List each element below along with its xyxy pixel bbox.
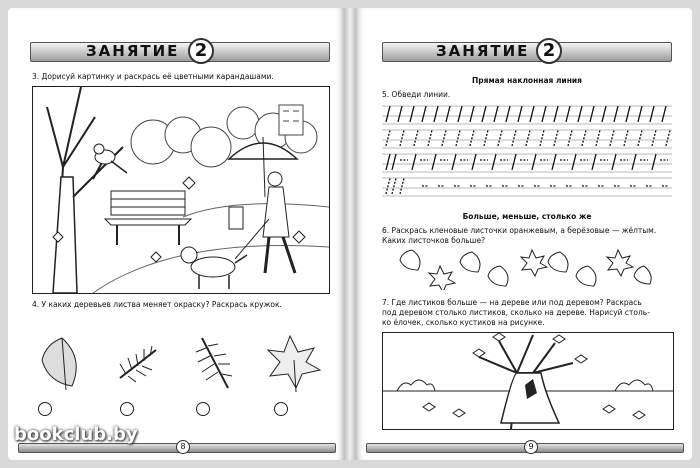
section-heading-slanted-line: Прямая наклонная линия bbox=[472, 76, 582, 85]
banner-number: 2 bbox=[536, 38, 562, 64]
task-7-text-line-1: 7. Где листиков больше — на дереве или под деревом? Раскрась bbox=[382, 298, 642, 307]
maple-leaf-icon bbox=[268, 336, 320, 392]
birch-leaf-icon bbox=[634, 266, 651, 284]
maple-leaf-icon bbox=[607, 250, 633, 276]
bush-icon bbox=[615, 380, 653, 391]
bush-icon bbox=[397, 380, 435, 391]
left-page bbox=[8, 8, 344, 460]
birch-leaf-icon bbox=[488, 266, 508, 286]
leaves-to-color bbox=[396, 248, 656, 290]
banner-title: ЗАНЯТИЕ bbox=[436, 42, 530, 60]
birch-leaf-icon bbox=[548, 252, 568, 272]
answer-circle-1[interactable] bbox=[38, 402, 52, 416]
birch-leaf-icon bbox=[400, 250, 420, 270]
task-4-text: 4. У каких деревьев листва меняет окраску? Раскрась кружок. bbox=[32, 300, 282, 309]
task-7-text-line-2: под деревом столько листиков, сколько на дереве. Нарисуй столь- bbox=[382, 308, 650, 317]
section-heading-more-less: Больше, меньше, столько же bbox=[462, 212, 592, 221]
watermark: bookclub.by bbox=[14, 424, 138, 445]
banner-number: 2 bbox=[188, 38, 214, 64]
tree-picture bbox=[382, 332, 674, 430]
maple-leaf-icon bbox=[521, 250, 547, 276]
birch-leaf-icon bbox=[42, 338, 76, 390]
task-6-text-line-1: 6. Раскрась кленовые листочки оранжевым, а берёзовые — жёлтым. bbox=[382, 226, 657, 235]
page-number: 9 bbox=[524, 440, 538, 454]
right-page bbox=[356, 8, 692, 460]
leaves-row bbox=[32, 330, 328, 396]
task-5-text: 5. Обведи линии. bbox=[382, 90, 451, 99]
right-footer bbox=[366, 440, 684, 454]
page-number: 8 bbox=[176, 440, 190, 454]
left-lesson-banner bbox=[30, 38, 330, 64]
banner-title: ЗАНЯТИЕ bbox=[86, 42, 180, 60]
park-scene-drawing bbox=[33, 87, 329, 293]
task-7-text-line-3: ко ёлочек, сколько кустиков на рисунке. bbox=[382, 318, 545, 327]
right-lesson-banner bbox=[382, 38, 672, 64]
birch-leaf-icon bbox=[576, 266, 596, 286]
book-gutter bbox=[344, 8, 356, 460]
maple-leaf-icon bbox=[429, 266, 455, 290]
answer-circle-3[interactable] bbox=[196, 402, 210, 416]
answer-circle-2[interactable] bbox=[120, 402, 134, 416]
tree-scene-drawing bbox=[383, 333, 673, 429]
pine-branch-icon bbox=[120, 346, 156, 382]
task-6-text-line-2: Каких листочков больше? bbox=[382, 236, 486, 245]
banner-bar bbox=[30, 42, 330, 62]
task-3-text: 3. Дорисуй картинку и раскрась её цветными карандашами. bbox=[32, 72, 274, 81]
answer-circle-4[interactable] bbox=[274, 402, 288, 416]
birch-leaf-icon bbox=[460, 252, 480, 272]
spruce-branch-icon bbox=[196, 338, 232, 388]
copybook-lines bbox=[382, 102, 672, 200]
park-picture bbox=[32, 86, 330, 294]
